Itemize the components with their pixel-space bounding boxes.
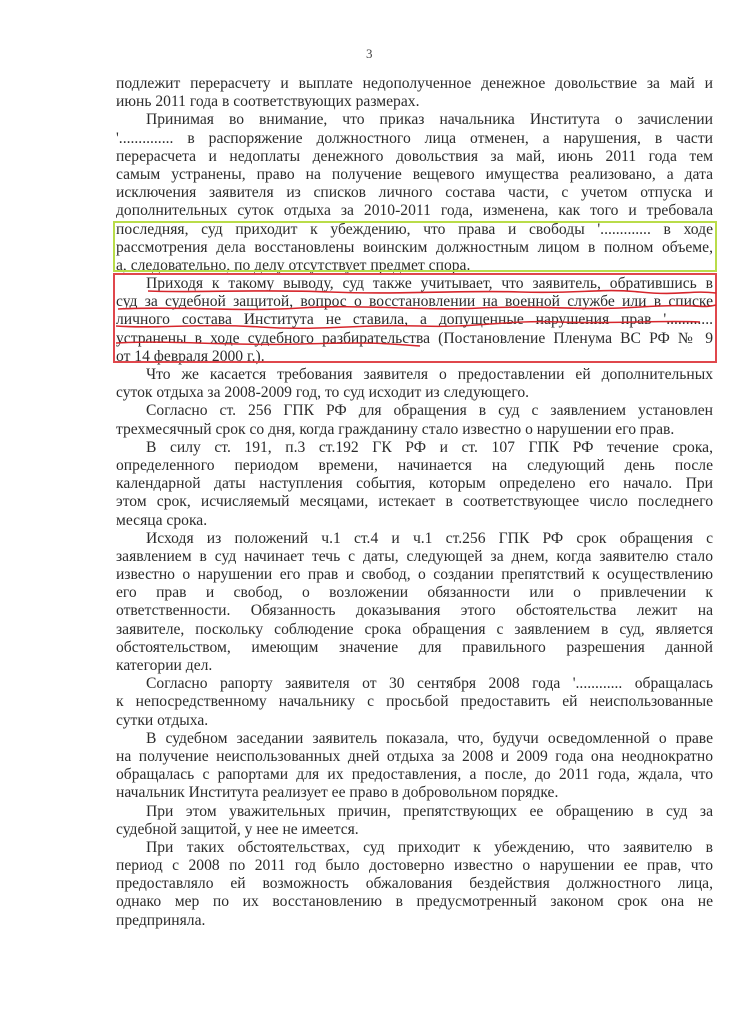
text-line: его прав и свобод, о возложении обязанности или о привлечении к bbox=[116, 584, 713, 602]
text-line: суд за судебной защитой, вопрос о восстановлении на военной службе или в списке bbox=[116, 293, 713, 311]
text-line: ответственности. Обязанность доказывания этого обстоятельства лежит на bbox=[116, 602, 713, 620]
text-line: заявителе, поскольку соблюдение срока обращения с заявлением в суд, является bbox=[116, 620, 713, 638]
text-line: Приходя к такому выводу, суд также учитывает, что заявитель, обратившись в bbox=[146, 275, 713, 293]
text-line: При таких обстоятельствах, суд приходит к убеждению, что заявителю в bbox=[146, 838, 713, 856]
text-line: категории дел. bbox=[116, 657, 213, 674]
text-line: трехмесячный срок со дня, когда гражданину стало известно о нарушении его прав. bbox=[116, 420, 675, 438]
text-line: сутки отдыха. bbox=[116, 711, 209, 729]
text-line: рассмотрения дела восстановлены воинским должностным лицом в полном объеме, bbox=[116, 238, 713, 256]
text-line: заявлением в суд начинает течь с даты, следующей за днем, когда заявителю стало bbox=[116, 547, 713, 565]
text-line: самым устранены, право на получение вещевого имущества реализовано, а дата bbox=[116, 165, 713, 183]
text-line: Согласно ст. 256 ГПК РФ для обращения в суд с заявлением установлен bbox=[146, 402, 713, 420]
text-line: месяца срока. bbox=[116, 511, 208, 529]
paragraph bbox=[116, 530, 713, 676]
paragraph bbox=[116, 839, 713, 930]
text-line: В судебном заседании заявитель показала, что, будучи осведомленной о праве bbox=[146, 729, 713, 747]
text-line: период с 2008 по 2011 год было достоверно известно о нарушении ее прав, что bbox=[116, 857, 713, 875]
text-line: исключения заявителя из списков личного состава части, с учетом отпуска и bbox=[116, 184, 713, 202]
paragraph bbox=[116, 402, 713, 438]
text-line: на получение неиспользованных дней отдыха за 2008 и 2009 года она неоднократно bbox=[116, 747, 713, 765]
text-line: Исходя из положений ч.1 ст.4 и ч.1 ст.256 ГПК РФ срок обращения с bbox=[146, 529, 713, 547]
text-line: однако мер по их восстановлению в предусмотренный законом срок она не bbox=[116, 893, 713, 911]
text-line: личного состава Института не ставила, а допущенные нарушения прав '............ bbox=[116, 311, 713, 329]
text-line: начальник Института реализует ее право в добровольном порядке. bbox=[116, 784, 559, 802]
text-line: обстоятельством, имеющим значение для правильного разрешения данной bbox=[116, 638, 713, 656]
paragraph bbox=[116, 439, 713, 530]
paragraph bbox=[116, 75, 713, 111]
paragraph bbox=[116, 675, 713, 730]
text-line: Принимая во внимание, что приказ начальника Института о зачислении bbox=[146, 111, 713, 129]
text-line: а, следовательно, по делу отсутствует предмет спора. bbox=[116, 256, 471, 274]
text-line: суток отдыха за 2008-2009 год, то суд исходит из следующего. bbox=[116, 384, 530, 402]
text-line: этом срок, исчисляемый месяцами, истекает в соответствующее число последнего bbox=[116, 493, 713, 511]
text-line: известно о нарушении его прав и свобод, о создании препятствий к осуществлению bbox=[116, 566, 713, 584]
text-line: '.............. в распоряжение должностного лица отменен, а нарушения, в части bbox=[116, 129, 713, 147]
text-line: устранены в ходе судебного разбирательства (Постановление Пленума ВС РФ № 9 bbox=[116, 329, 713, 347]
paragraph bbox=[116, 730, 713, 803]
text-line: дополнительных суток отдыха за 2010-2011 года, изменена, как того и требовала bbox=[116, 202, 713, 220]
text-line: от 14 февраля 2000 г.). bbox=[116, 347, 265, 365]
text-line: Согласно рапорту заявителя от 30 сентября 2008 года '............ обращалась bbox=[146, 675, 713, 693]
text-line: При этом уважительных причин, препятствующих ее обращению в суд за bbox=[146, 802, 713, 820]
text-line: к непосредственному начальнику с просьбой предоставить ей неиспользованные bbox=[116, 693, 713, 711]
paragraph bbox=[116, 366, 713, 402]
text-line: июнь 2011 года в соответствующих размерах. bbox=[116, 93, 420, 111]
paragraph bbox=[116, 111, 713, 275]
paragraph bbox=[116, 803, 713, 839]
text-line: В силу ст. 191, п.3 ст.192 ГК РФ и ст. 107 ГПК РФ течение срока, bbox=[146, 438, 713, 456]
text-line: Что же касается требования заявителя о предоставлении ей дополнительных bbox=[146, 366, 713, 383]
text-line: судебной защитой, у нее не имеется. bbox=[116, 820, 359, 838]
page-number: 3 bbox=[366, 46, 373, 61]
text-line: предприняла. bbox=[116, 911, 206, 929]
text-line: последняя, суд приходит к убеждению, что права и свободы '............. в ходе bbox=[116, 220, 713, 238]
text-line: определенного периодом времени, начинается на следующий день после bbox=[116, 456, 713, 474]
text-line: календарной даты наступления события, которым определено его начало. При bbox=[116, 475, 713, 493]
text-line: перерасчета и недоплаты денежного довольствия за май, июнь 2011 года тем bbox=[116, 147, 713, 165]
document-body bbox=[116, 75, 713, 930]
text-line: подлежит перерасчету и выплате недополученное денежное довольствие за май и bbox=[116, 75, 713, 92]
paragraph bbox=[116, 275, 713, 366]
text-line: предоставляло ей возможность обжалования бездействия должностного лица, bbox=[116, 875, 713, 893]
text-line: обращалась с рапортами для их предоставления, а после, до 2011 года, ждала, что bbox=[116, 766, 713, 784]
